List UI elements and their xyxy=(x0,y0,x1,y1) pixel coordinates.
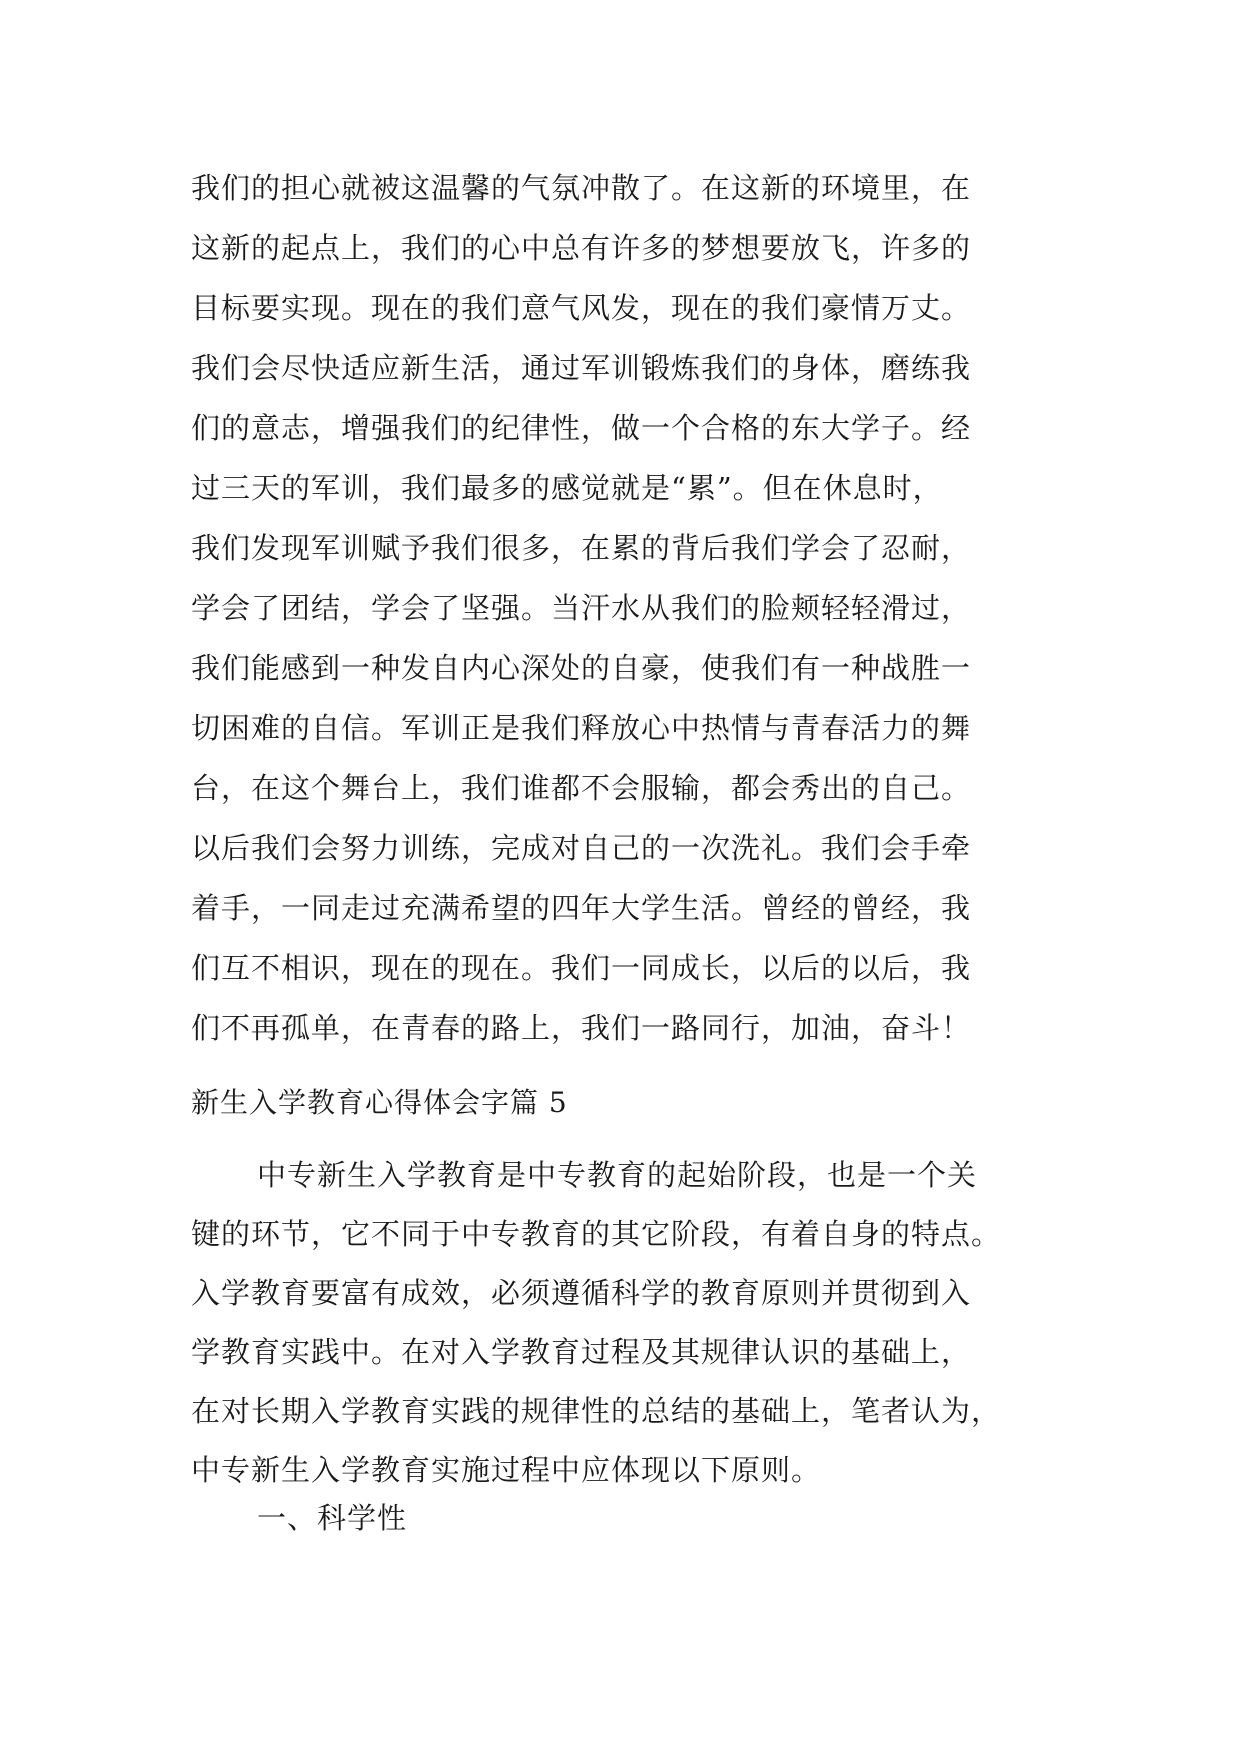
text-line: 过三天的军训，我们最多的感觉就是“累”。但在休息时， xyxy=(191,471,943,505)
text-line: 们不再孤单，在青春的路上，我们一路同行，加油，奋斗！ xyxy=(191,1011,972,1045)
subheading: 一、科学性 xyxy=(257,1501,408,1535)
text-line: 们互不相识，现在的现在。我们一同成长，以后的以后，我 xyxy=(191,951,972,985)
text-line: 这新的起点上，我们的心中总有许多的梦想要放飞，许多的 xyxy=(191,231,972,265)
text-line: 在对长期入学教育实践的规律性的总结的基础上，笔者认为， xyxy=(191,1394,1002,1428)
text-line: 学教育实践中。在对入学教育过程及其规律认识的基础上， xyxy=(191,1335,972,1369)
text-line: 我们能感到一种发自内心深处的自豪，使我们有一种战胜一 xyxy=(191,651,972,685)
text-line: 中专新生入学教育是中专教育的起始阶段，也是一个关 xyxy=(257,1158,978,1192)
text-line: 我们发现军训赋予我们很多，在累的背后我们学会了忍耐， xyxy=(191,531,972,565)
text-line: 学会了团结，学会了坚强。当汗水从我们的脸颊轻轻滑过， xyxy=(191,591,972,625)
text-line: 目标要实现。现在的我们意气风发，现在的我们豪情万丈。 xyxy=(191,291,972,325)
text-line: 入学教育要富有成效，必须遵循科学的教育原则并贯彻到入 xyxy=(191,1276,972,1310)
text-line: 我们会尽快适应新生活，通过军训锻炼我们的身体，磨练我 xyxy=(191,351,972,385)
text-line: 切困难的自信。军训正是我们释放心中热情与青春活力的舞 xyxy=(191,711,972,745)
text-line: 我们的担心就被这温馨的气氛冲散了。在这新的环境里，在 xyxy=(191,171,972,205)
text-line: 以后我们会努力训练，完成对自己的一次洗礼。我们会手牵 xyxy=(191,831,972,865)
text-line: 台，在这个舞台上，我们谁都不会服输，都会秀出的自己。 xyxy=(191,771,972,805)
paragraph-orientation-principles xyxy=(191,1146,1071,1500)
text-line: 们的意志，增强我们的纪律性，做一个合格的东大学子。经 xyxy=(191,411,972,445)
paragraph-military-training xyxy=(191,158,1071,1058)
section-heading: 新生入学教育心得体会字篇 5 xyxy=(191,1086,568,1119)
text-line: 键的环节，它不同于中专教育的其它阶段，有着自身的特点。 xyxy=(191,1217,1002,1251)
text-line: 中专新生入学教育实施过程中应体现以下原则。 xyxy=(191,1453,822,1487)
text-line: 着手，一同走过充满希望的四年大学生活。曾经的曾经，我 xyxy=(191,891,972,925)
